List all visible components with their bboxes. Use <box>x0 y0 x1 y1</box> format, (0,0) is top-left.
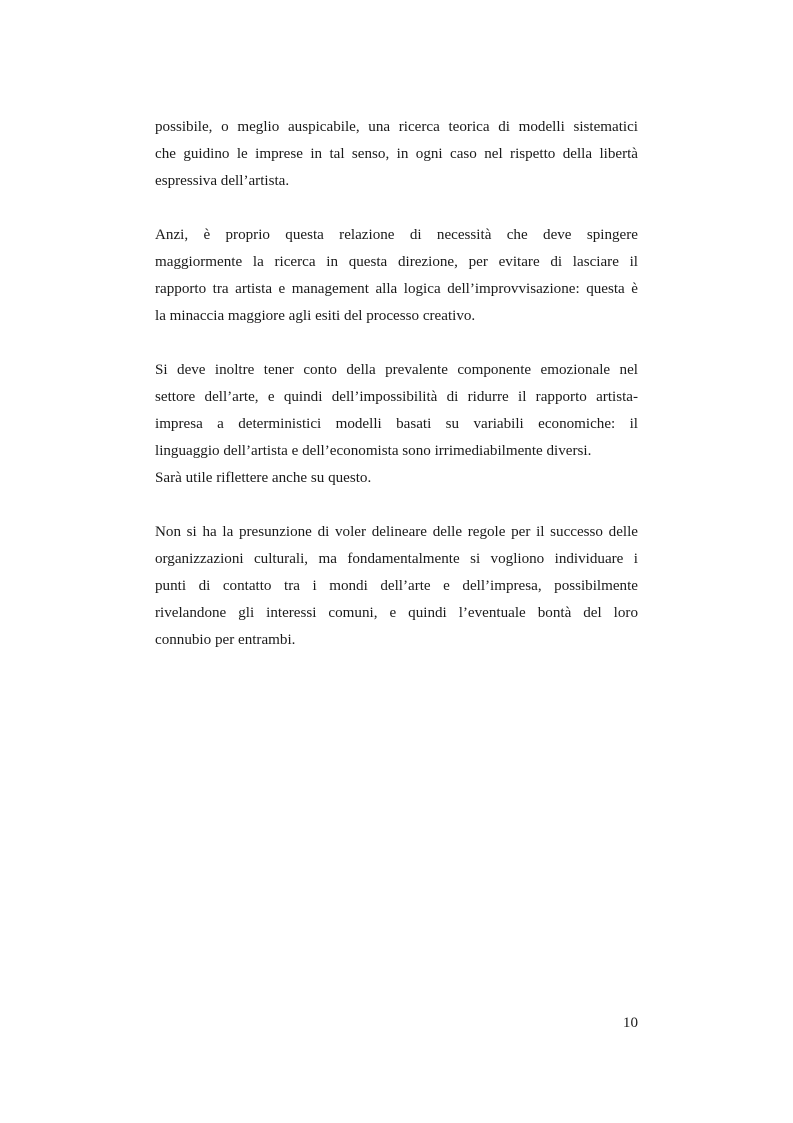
text-line: che guidino le imprese in tal senso, in ogni caso nel rispetto della libertà <box>155 146 638 162</box>
paragraph-4 <box>155 519 638 654</box>
text-line: Si deve inoltre tener conto della prevalente componente emozionale nel <box>155 362 638 378</box>
paragraph-2 <box>155 222 638 330</box>
text-line: Sarà utile riflettere anche su questo. <box>155 470 372 486</box>
paragraph-1 <box>155 114 638 195</box>
text-line: settore dell’arte, e quindi dell’impossibilità di ridurre il rapporto artista- <box>155 389 638 405</box>
text-line: maggiormente la ricerca in questa direzione, per evitare di lasciare il <box>155 254 638 270</box>
text-line: la minaccia maggiore agli esiti del processo creativo. <box>155 308 476 324</box>
text-line: impresa a deterministici modelli basati su variabili economiche: il <box>155 416 638 432</box>
page-number: 10 <box>622 1015 638 1031</box>
text-line: possibile, o meglio auspicabile, una ricerca teorica di modelli sistematici <box>155 119 638 135</box>
text-line: rivelandone gli interessi comuni, e quindi l’eventuale bontà del loro <box>155 605 638 621</box>
text-line: Anzi, è proprio questa relazione di necessità che deve spingere <box>155 227 638 243</box>
text-line: connubio per entrambi. <box>155 632 296 648</box>
text-line: punti di contatto tra i mondi dell’arte e dell’impresa, possibilmente <box>155 578 638 594</box>
body-text <box>155 114 638 681</box>
text-line: organizzazioni culturali, ma fondamentalmente si vogliono individuare i <box>155 551 638 567</box>
paragraph-3 <box>155 357 638 492</box>
text-line: Non si ha la presunzione di voler delineare delle regole per il successo delle <box>155 524 638 540</box>
text-line: espressiva dell’artista. <box>155 173 290 189</box>
text-line: linguaggio dell’artista e dell’economista sono irrimediabilmente diversi. <box>155 443 592 459</box>
text-line: rapporto tra artista e management alla logica dell’improvvisazione: questa è <box>155 281 638 297</box>
